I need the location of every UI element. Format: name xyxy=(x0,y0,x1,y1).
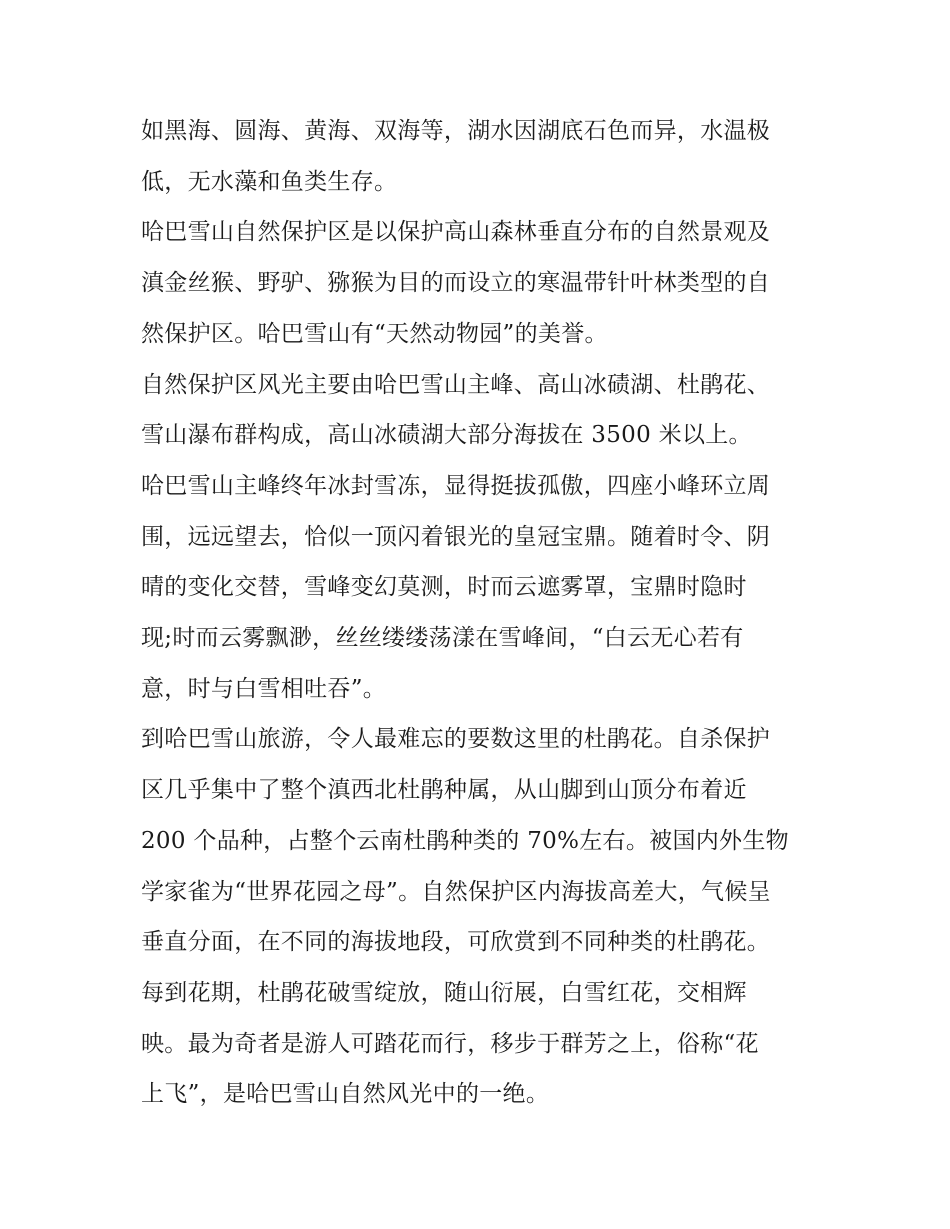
text-line: 每到花期，杜鹃花破雪绽放，随山衍展，白雪红花，交相辉 xyxy=(141,979,747,1006)
text-line: 现;时而云雾飘渺，丝丝缕缕荡漾在雪峰间，“白云无心若有 xyxy=(141,625,744,652)
text-line: 哈巴雪山自然保护区是以保护高山森林垂直分布的自然景观及 xyxy=(141,219,771,246)
paragraph-main-peak xyxy=(141,461,813,715)
text-line: 上飞”，是哈巴雪山自然风光中的一绝。 xyxy=(141,1081,550,1108)
text-line: 自然保护区风光主要由哈巴雪山主峰、高山冰碛湖、杜鹃花、 xyxy=(141,371,771,398)
text-line: 哈巴雪山主峰终年冰封雪冻，显得挺拔孤傲，四座小峰环立周 xyxy=(141,472,771,499)
text-line: 低，无水藻和鱼类生存。 xyxy=(141,168,398,195)
text-line: 200 个品种，占整个云南杜鹃种类的 70%左右。被国内外生物 xyxy=(141,827,789,854)
text-line: 意，时与白雪相吐吞”。 xyxy=(141,675,387,702)
document-body xyxy=(141,106,813,1120)
text-line: 到哈巴雪山旅游，令人最难忘的要数这里的杜鹃花。自杀保护 xyxy=(141,726,771,753)
text-line: 如黑海、圆海、黄海、双海等，湖水因湖底石色而异，水温极 xyxy=(141,118,771,144)
paragraph-reserve-intro xyxy=(141,207,813,359)
text-line: 学家雀为“世界花园之母”。自然保护区内海拔高差大，气候呈 xyxy=(141,878,771,905)
text-line: 围，远远望去，恰似一顶闪着银光的皇冠宝鼎。随着时令、阴 xyxy=(141,523,771,550)
paragraph-azaleas xyxy=(141,714,813,1120)
text-line: 然保护区。哈巴雪山有“天然动物园”的美誉。 xyxy=(141,320,608,347)
text-line: 滇金丝猴、野驴、猕猴为目的而设立的寒温带针叶林类型的自 xyxy=(141,270,771,297)
text-line: 雪山瀑布群构成，高山冰碛湖大部分海拔在 3500 米以上。 xyxy=(141,422,752,449)
text-line: 映。最为奇者是游人可踏花而行，移步于群芳之上，俗称“花 xyxy=(141,1030,759,1057)
paragraph-lakes xyxy=(141,106,813,207)
text-line: 晴的变化交替，雪峰变幻莫测，时而云遮雾罩，宝鼎时隐时 xyxy=(141,574,747,601)
text-line: 垂直分面，在不同的海拔地段，可欣赏到不同种类的杜鹃花。 xyxy=(141,929,771,956)
text-line: 区几乎集中了整个滇西北杜鹃种属，从山脚到山顶分布着近 xyxy=(141,777,747,804)
paragraph-scenery xyxy=(141,360,813,461)
